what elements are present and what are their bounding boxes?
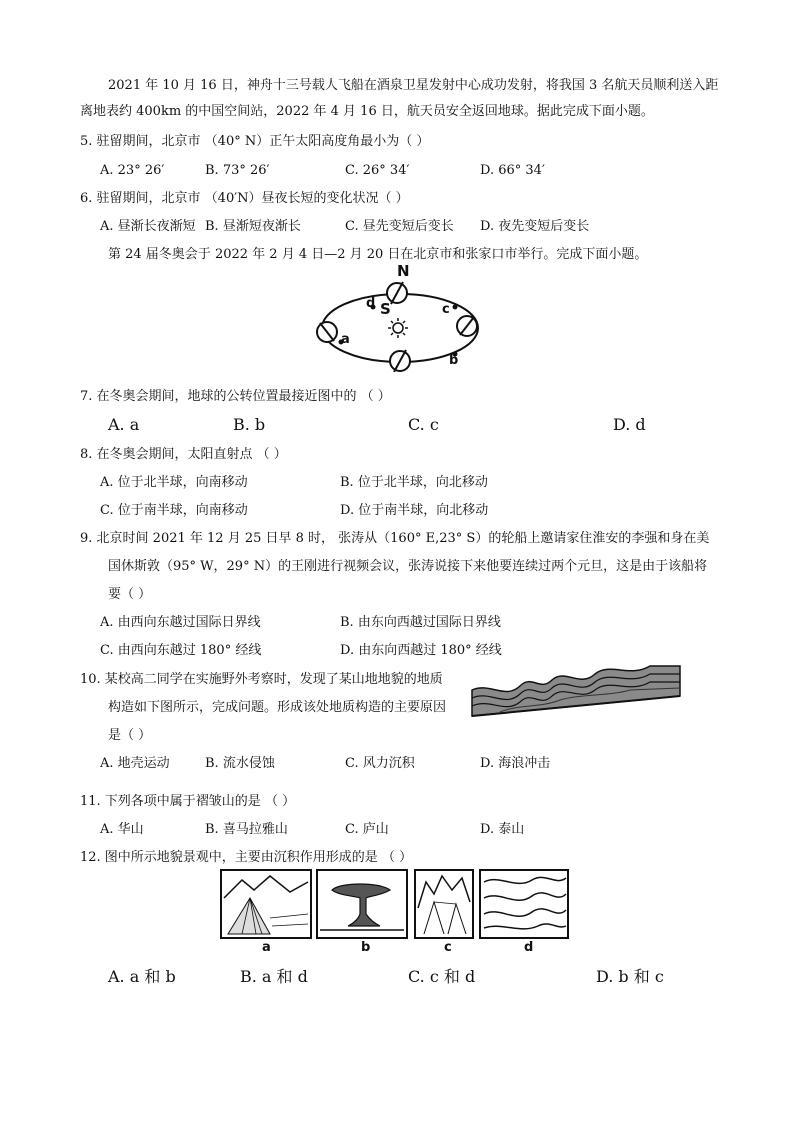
orbit-label-c: c: [442, 302, 450, 317]
q12-option-d: D. b 和 c: [596, 967, 664, 986]
orbit-label-b: b: [449, 353, 459, 368]
sun-icon: [388, 318, 408, 338]
orbit-label-d: d: [366, 296, 376, 311]
q12-stem: 12. 图中所示地貌景观中，主要由沉积作用形成的是 （ ）: [80, 850, 413, 865]
q7-option-d: D. d: [613, 415, 646, 434]
landform-panel-b: [317, 870, 407, 938]
q9-line-1: 9. 北京时间 2021 年 12 月 25 日早 8 时， 张涛从（160° E,23° S）的轮船上邀请家住淮安的李强和身在美: [80, 531, 710, 546]
q12-panel-label-c: c: [444, 940, 452, 955]
q10-line-1: 10. 某校高二同学在实施野外考察时，发现了某山地地貌的地质: [80, 672, 443, 687]
q6-option-a: A. 昼渐长夜渐短: [100, 219, 196, 234]
q12-panel-label-d: d: [524, 940, 534, 955]
q6-stem: 6. 驻留期间，北京市 （40′N）昼夜长短的变化状况（ ）: [80, 191, 409, 206]
q9-line-3: 要（ ）: [108, 587, 152, 602]
q8-stem: 8. 在冬奥会期间，太阳直射点 （ ）: [80, 447, 287, 462]
q12-option-c: C. c 和 d: [408, 967, 476, 986]
q5-option-d: D. 66° 34′: [480, 163, 545, 178]
q11-option-c: C. 庐山: [345, 822, 389, 837]
earth-right-icon: [457, 316, 477, 336]
q10-option-a: A. 地壳运动: [100, 756, 170, 771]
orbit-label-n: N: [397, 262, 410, 280]
q12-option-a: A. a 和 b: [108, 967, 176, 986]
q6-option-c: C. 昼先变短后变长: [345, 219, 454, 234]
q5-option-c: C. 26° 34′: [345, 163, 410, 178]
landform-panels-figure: [220, 868, 572, 942]
q8-option-d: D. 位于南半球，向北移动: [340, 503, 489, 518]
q7-option-c: C. c: [408, 415, 439, 434]
q9-option-d: D. 由东向西越过 180° 经线: [340, 643, 502, 658]
orbit-point-c: [453, 305, 458, 310]
q9-option-b: B. 由东向西越过国际日界线: [340, 615, 501, 630]
q8-option-a: A. 位于北半球，向南移动: [100, 475, 248, 490]
q10-line-3: 是（ ）: [108, 728, 152, 743]
q10-option-b: B. 流水侵蚀: [205, 756, 275, 771]
q5-stem: 5. 驻留期间，北京市 （40° N）正午太阳高度角最小为（ ）: [80, 134, 430, 149]
landform-panel-d: [480, 870, 568, 938]
q7-option-a: A. a: [108, 415, 140, 434]
q11-stem: 11. 下列各项中属于褶皱山的是 （ ）: [80, 794, 296, 809]
landform-panel-c: [415, 870, 473, 938]
q12-option-b: B. a 和 d: [240, 967, 308, 986]
q12-panel-label-a: a: [262, 940, 271, 955]
q10-option-d: D. 海浪冲击: [480, 756, 551, 771]
intro-2: 第 24 届冬奥会于 2022 年 2 月 4 日—2 月 20 日在北京市和张家口市举行。完成下面小题。: [108, 247, 648, 262]
q9-option-a: A. 由西向东越过国际日界线: [100, 615, 261, 630]
q7-option-b: B. b: [233, 415, 266, 434]
q12-panel-label-b: b: [361, 940, 371, 955]
q9-line-2: 国休斯敦（95° W，29° N）的王刚进行视频会议，张涛说接下来他要连续过两个元旦，这是由于该船将: [108, 559, 708, 574]
earth-left-icon: [317, 322, 337, 342]
q11-option-b: B. 喜马拉雅山: [205, 822, 288, 837]
landform-panel-a: [221, 870, 311, 938]
q10-option-c: C. 风力沉积: [345, 756, 415, 771]
q5-option-b: B. 73° 26′: [205, 163, 270, 178]
q6-option-b: B. 昼渐短夜渐长: [205, 219, 301, 234]
q8-option-b: B. 位于北半球，向北移动: [340, 475, 488, 490]
intro-line-1: 2021 年 10 月 16 日，神舟十三号载人飞船在酒泉卫星发射中心成功发射，将我国 3 名航天员顺利送入距: [108, 78, 719, 93]
earth-bottom-icon: [390, 350, 410, 372]
q11-option-d: D. 泰山: [480, 822, 525, 837]
q6-option-d: D. 夜先变短后变长: [480, 219, 590, 234]
orbit-label-s: S: [380, 300, 391, 318]
q7-stem: 7. 在冬奥会期间，地球的公转位置最接近图中的 （ ）: [80, 389, 391, 404]
q5-option-a: A. 23° 26′: [100, 163, 165, 178]
q11-option-a: A. 华山: [100, 822, 144, 837]
intro-line-2: 离地表约 400km 的中国空间站，2022 年 4 月 16 日，航天员安全返回地球。据此完成下面小题。: [80, 104, 654, 119]
q8-option-c: C. 位于南半球，向南移动: [100, 503, 248, 518]
orbit-label-a: a: [341, 332, 350, 347]
q9-option-c: C. 由西向东越过 180° 经线: [100, 643, 262, 658]
fold-structure-figure: [470, 660, 682, 718]
q10-line-2: 构造如下图所示，完成问题。形成该处地质构造的主要原因: [108, 700, 447, 715]
